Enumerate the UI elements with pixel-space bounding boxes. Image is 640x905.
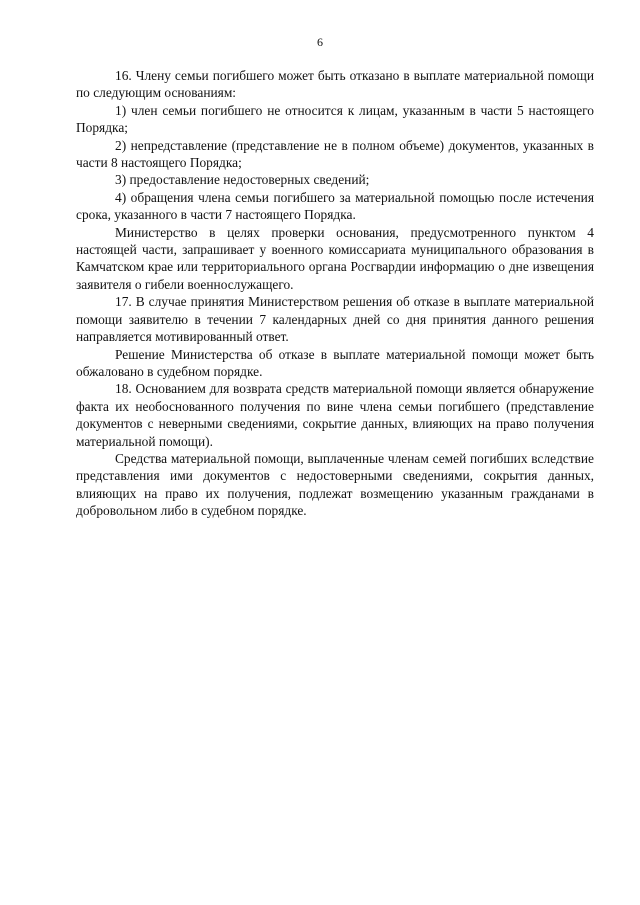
paragraph-18: 18. Основанием для возврата средств материальной помощи является обнаружение факта их необоснованного получения по вине члена семьи погибшего (представление документов с неверными сведениями, сокрытие данных, влияющих на право получения материальной помощи).	[76, 381, 594, 449]
paragraph-16-ministry-check: Министерство в целях проверки основания, предусмотренного пунктом 4 настоящей части, запрашивает у военного комиссариата муниципального образования в Камчатском крае или территориального органа Росгвардии информацию о дне извещения заявителя о гибели военнослужащего.	[76, 224, 594, 292]
paragraph-16-item-3: 3) предоставление недостоверных сведений;	[115, 172, 370, 188]
paragraph-16-item-1: 1) член семьи погибшего не относится к лицам, указанным в части 5 настоящего Порядка;	[76, 102, 594, 136]
paragraph-17-appeal: Решение Министерства об отказе в выплате материальной помощи может быть обжаловано в судебном порядке.	[76, 346, 594, 379]
page-number: 6	[317, 35, 323, 49]
paragraph-16-item-4: 4) обращения члена семьи погибшего за материальной помощью после истечения срока, указанного в части 7 настоящего Порядка.	[76, 189, 594, 223]
document-body	[76, 67, 594, 520]
paragraph-16-intro: 16. Члену семьи погибшего может быть отказано в выплате материальной помощи по следующим основаниям:	[76, 68, 594, 101]
paragraph-17: 17. В случае принятия Министерством решения об отказе в выплате материальной помощи заявителю в течении 7 календарных дней со дня принятия данного решения направляется мотивированный ответ.	[76, 294, 594, 345]
paragraph-18-refund: Средства материальной помощи, выплаченные членам семей погибших вследствие представления ими документов с недостоверными сведениями, сокрытия данных, влияющих на право их получения, подлежат возмещению указанным гражданами в добровольном либо в судебном порядке.	[76, 450, 594, 519]
paragraph-16-item-2: 2) непредставление (представление не в полном объеме) документов, указанных в части 8 настоящего Порядка;	[76, 137, 594, 171]
